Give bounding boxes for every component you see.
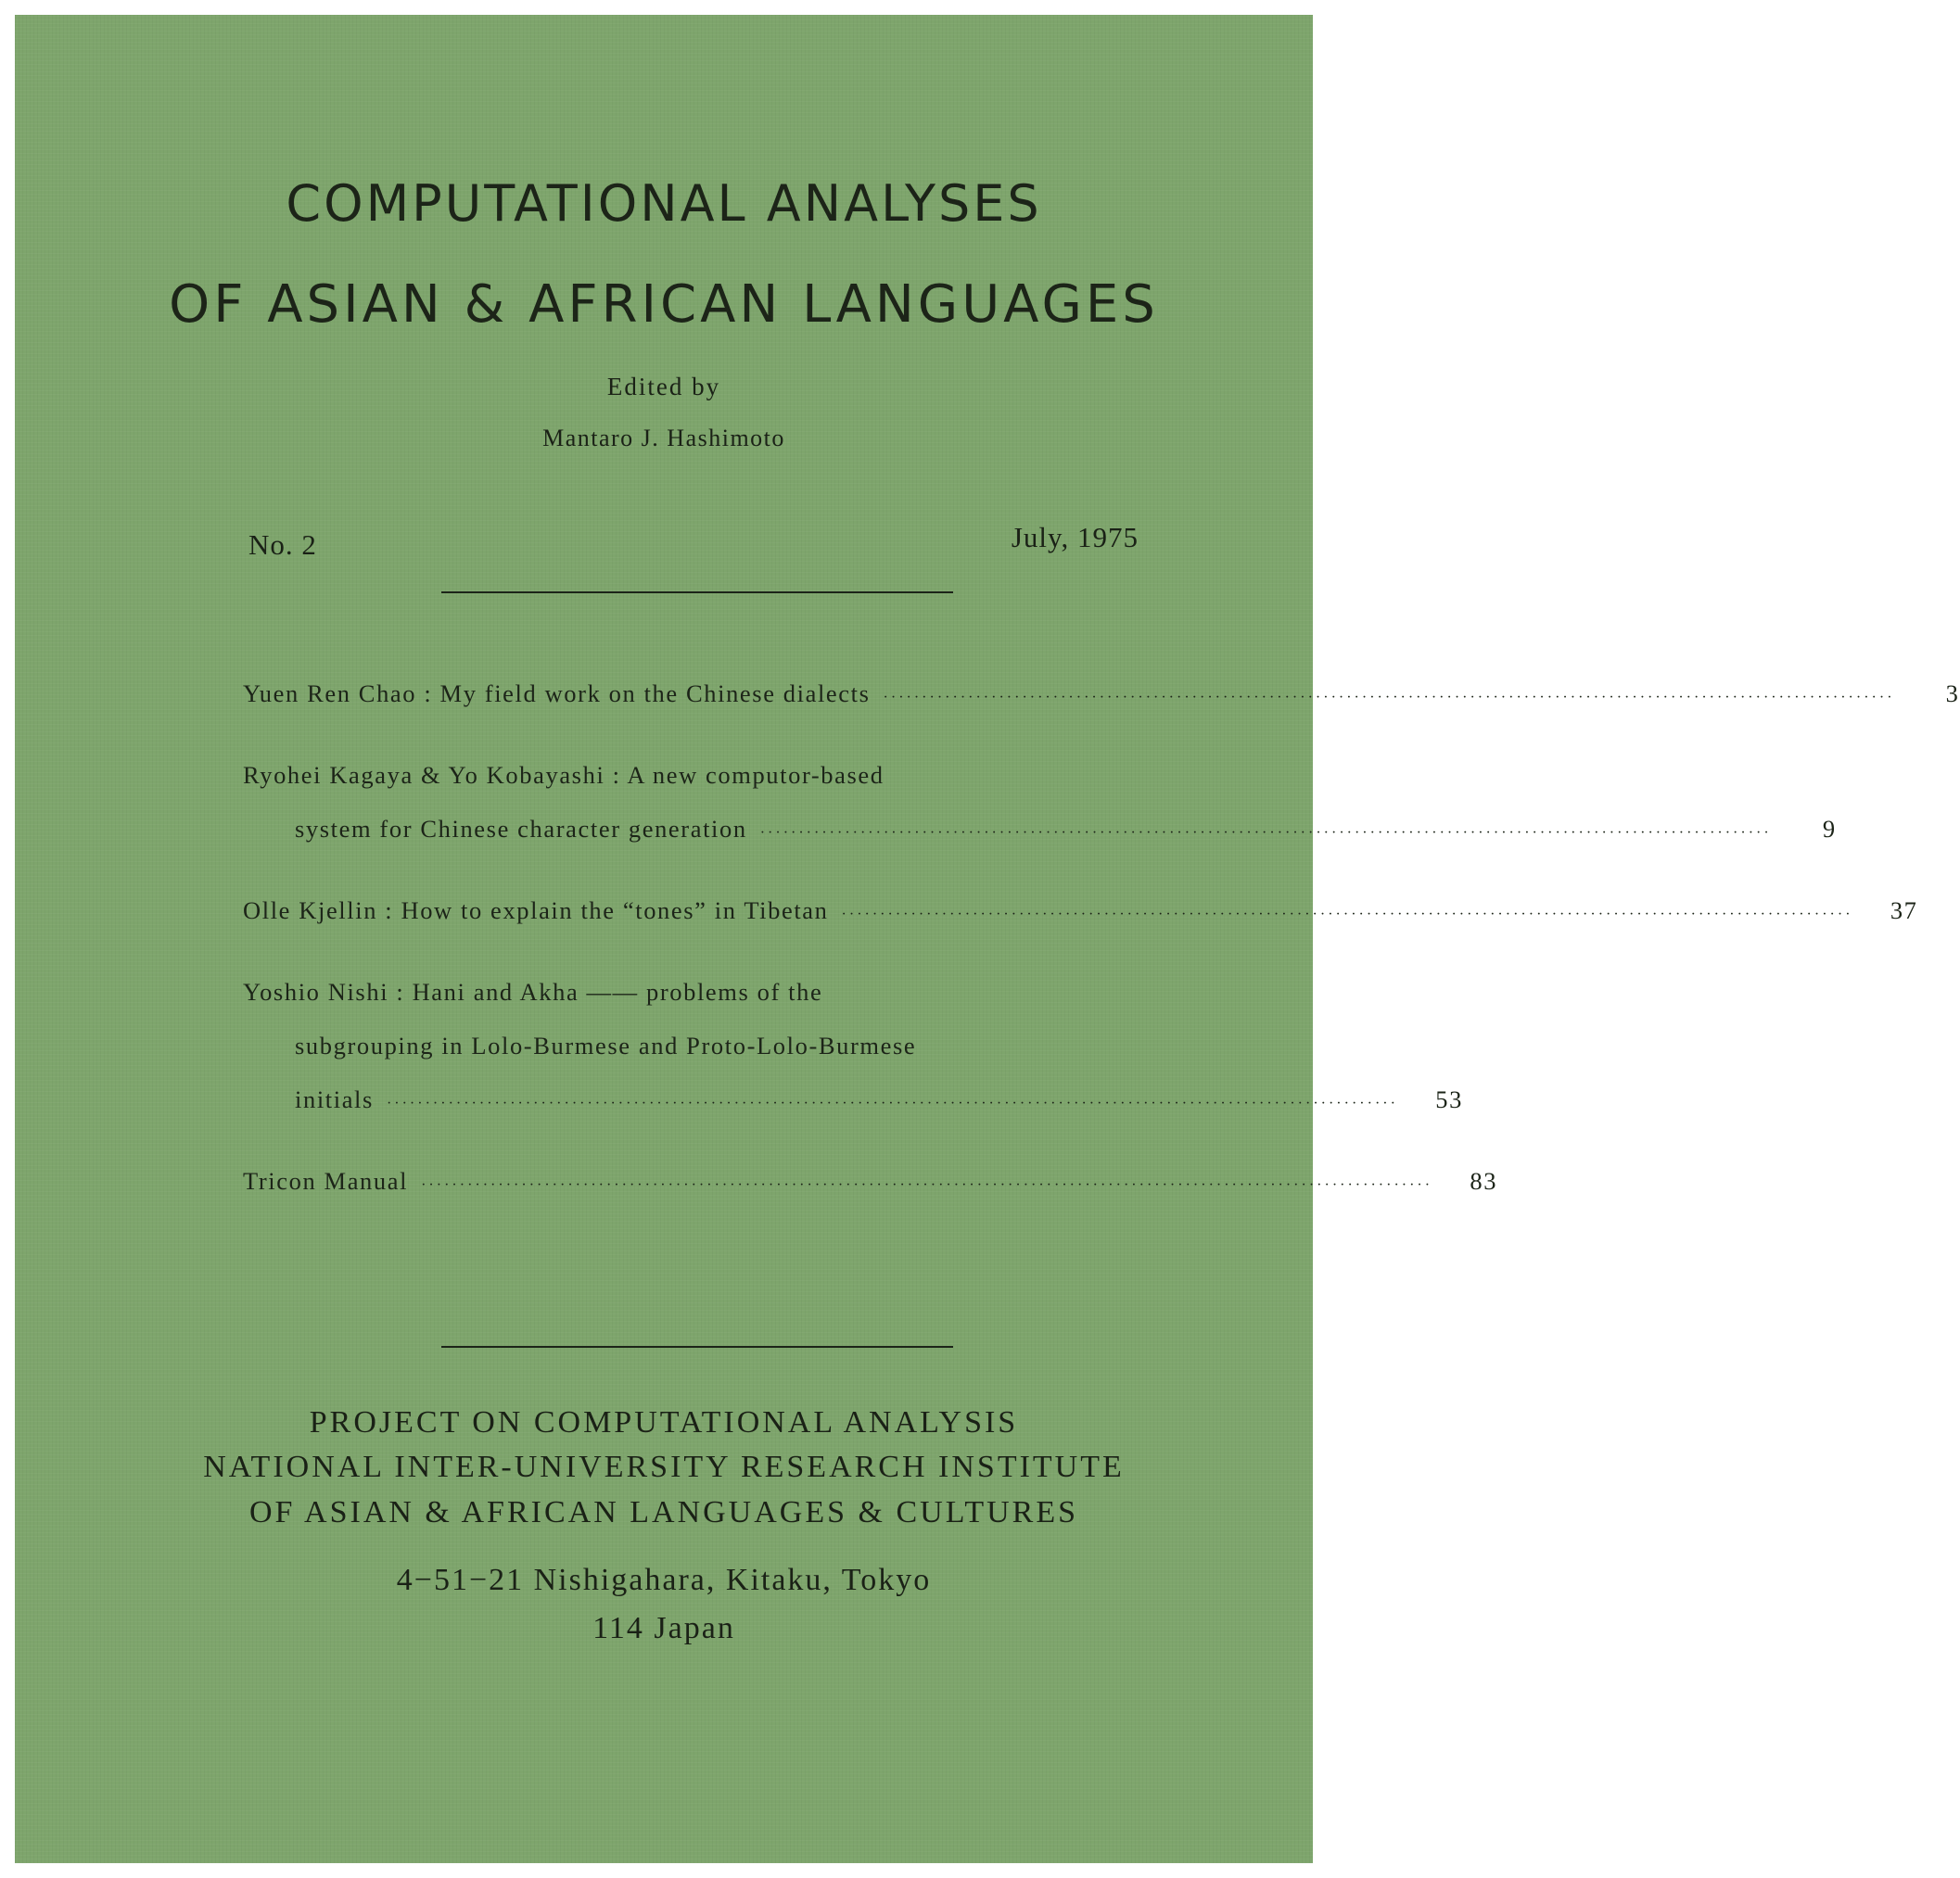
toc-entry-4-continued <box>243 1027 1152 1081</box>
publisher-line-3: OF ASIAN & AFRICAN LANGUAGES & CULTURES <box>248 1495 1079 1529</box>
dot-leader: ··································································································································· <box>386 1096 1398 1111</box>
toc-entry-text: Tricon Manual <box>243 1167 409 1195</box>
toc-entry-3 <box>243 892 1918 945</box>
toc-page-number: 3 <box>1945 679 1960 707</box>
toc-entry-text: system for Chinese character generation <box>295 815 747 843</box>
title-line-1: COMPUTATIONAL ANALYSES <box>286 174 1042 233</box>
publisher-line-2: NATIONAL INTER-UNIVERSITY RESEARCH INSTITUTE <box>203 1450 1125 1484</box>
toc-entry-2-continued <box>243 810 1837 864</box>
divider-bottom <box>441 1346 953 1348</box>
dot-leader: ··································································································································· <box>421 1177 1433 1193</box>
toc-entry-text: Ryohei Kagaya & Yo Kobayashi : A new computor-based <box>243 761 885 789</box>
publisher-address: 4−51−21 Nishigahara, Kitaku, Tokyo <box>396 1563 932 1597</box>
dot-leader: ··································································································································· <box>841 907 1853 922</box>
toc-entry-2 <box>243 756 1152 810</box>
table-of-contents <box>243 675 1960 1216</box>
issue-number: No. 2 <box>248 528 317 561</box>
divider-top <box>441 591 953 593</box>
toc-entry-text: Yoshio Nishi : Hani and Akha —— problems of the <box>243 978 823 1006</box>
toc-page-number: 53 <box>1435 1085 1463 1113</box>
publisher-line-1: PROJECT ON COMPUTATIONAL ANALYSIS <box>309 1405 1019 1440</box>
title-line-2: OF ASIAN & AFRICAN LANGUAGES <box>169 274 1159 335</box>
toc-entry-text: Olle Kjellin : How to explain the “tones” in Tibetan <box>243 896 829 924</box>
editor-name: Mantaro J. Hashimoto <box>542 425 785 451</box>
journal-cover <box>15 15 1960 1863</box>
issue-date: July, 1975 <box>1011 521 1139 553</box>
toc-entry-4 <box>243 973 1152 1027</box>
publisher-postal-code: 114 Japan <box>592 1611 735 1645</box>
toc-page-number: 9 <box>1822 815 1837 843</box>
edited-by-label: Edited by <box>606 373 721 400</box>
toc-entry-5 <box>243 1162 1498 1216</box>
toc-entry-text: Yuen Ren Chao : My field work on the Chinese dialects <box>243 679 871 707</box>
toc-page-number: 83 <box>1470 1167 1498 1195</box>
toc-entry-4-continued <box>243 1081 1463 1135</box>
dot-leader: ··································································································································· <box>759 825 1772 841</box>
toc-entry-1 <box>243 675 1960 729</box>
toc-entry-text: initials <box>295 1085 374 1113</box>
toc-entry-text: subgrouping in Lolo-Burmese and Proto-Lolo-Burmese <box>295 1032 917 1060</box>
dot-leader: ··································································································································· <box>883 690 1895 705</box>
toc-page-number: 37 <box>1890 896 1918 924</box>
